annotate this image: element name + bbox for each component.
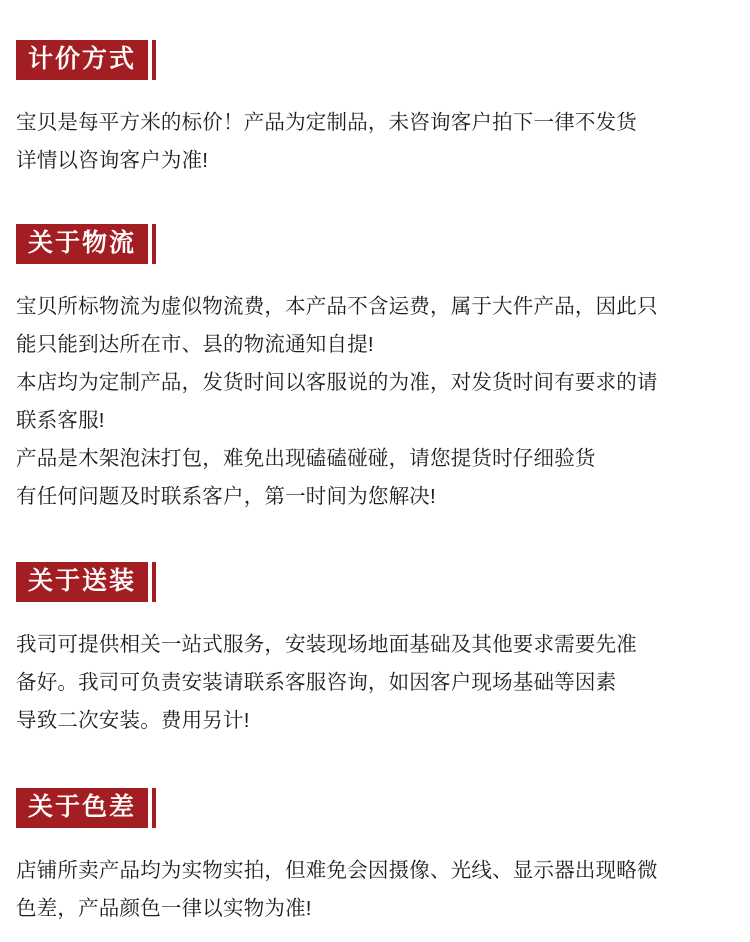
section-heading-color	[16, 788, 148, 828]
heading-accent-tick	[152, 40, 156, 80]
paragraph-line: 联系客服!	[16, 409, 105, 432]
section-body-install	[16, 626, 734, 740]
paragraph-line: 本店均为定制产品，发货时间以客服说的为准，对发货时间有要求的请	[16, 371, 658, 394]
section-color	[16, 740, 734, 928]
section-heading-label: 关于色差	[16, 788, 148, 828]
paragraph-line: 有任何问题及时联系客户，第一时间为您解决!	[16, 485, 436, 508]
paragraph-line: 能只能到达所在市、县的物流通知自提!	[16, 333, 374, 356]
paragraph-line: 我司可提供相关一站式服务，安装现场地面基础及其他要求需要先准	[16, 633, 637, 656]
section-heading-label: 计价方式	[16, 40, 148, 80]
heading-accent-tick	[152, 224, 156, 264]
section-heading-label: 关于送装	[16, 562, 148, 602]
section-body-pricing	[16, 104, 734, 180]
section-heading-pricing	[16, 40, 148, 80]
paragraph-line: 宝贝是每平方米的标价！产品为定制品，未咨询客户拍下一律不发货	[16, 111, 637, 134]
section-install	[16, 516, 734, 740]
section-heading-label: 关于物流	[16, 224, 148, 264]
section-logistics	[16, 180, 734, 516]
section-heading-logistics	[16, 224, 148, 264]
paragraph-line: 备好。我司可负责安装请联系客服咨询，如因客户现场基础等因素	[16, 671, 617, 694]
paragraph-line: 导致二次安装。费用另计!	[16, 709, 250, 732]
heading-accent-tick	[152, 788, 156, 828]
section-heading-install	[16, 562, 148, 602]
paragraph-line: 宝贝所标物流为虚似物流费，本产品不含运费，属于大件产品，因此只	[16, 295, 658, 318]
heading-accent-tick	[152, 562, 156, 602]
paragraph-line: 色差，产品颜色一律以实物为准!	[16, 897, 312, 920]
section-body-color	[16, 852, 734, 928]
section-pricing	[16, 0, 734, 180]
paragraph-line: 详情以咨询客户为准!	[16, 149, 209, 172]
paragraph-line: 产品是木架泡沫打包，难免出现磕磕碰碰，请您提货时仔细验货	[16, 447, 596, 470]
paragraph-line: 店铺所卖产品均为实物实拍，但难免会因摄像、光线、显示器出现略微	[16, 859, 658, 882]
section-body-logistics	[16, 288, 734, 516]
